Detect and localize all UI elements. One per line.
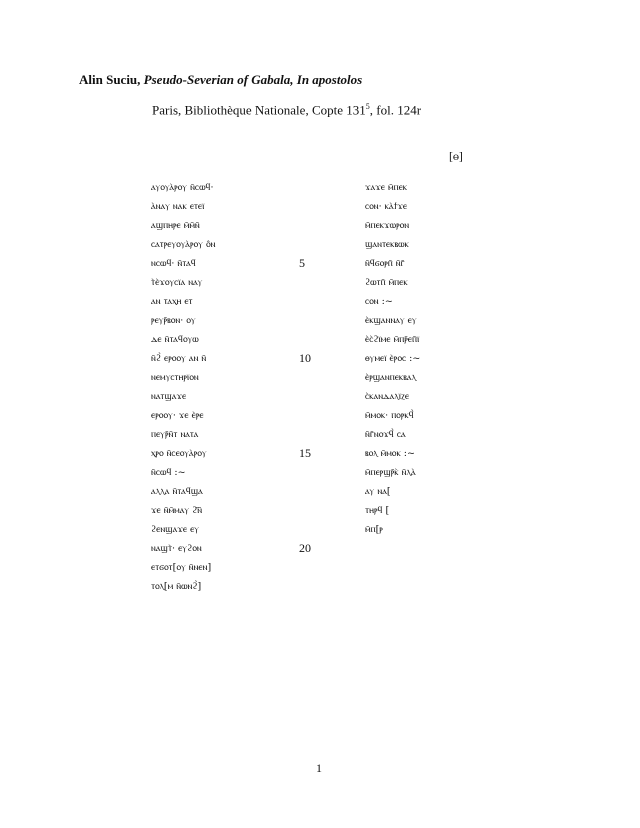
text-line: ⲥⲟⲛ· ⲕⲁ̀ϯϫⲉ	[365, 201, 408, 212]
text-line: ⲉ̀ⲕϣⲁⲛⲛⲁⲩ ⲉⲩ	[365, 315, 417, 326]
line-number: 15	[299, 446, 311, 460]
text-line: ϫⲉ ⲛ̄ⲙ̄ⲙⲁⲩ ϩ̄ⲛ̄	[151, 505, 203, 516]
text-line: ⲛⲁϣⲧ̀· ⲉⲩϩⲟⲛ	[151, 543, 202, 554]
text-line: ⲛ̄ϩ̀ ⲉⲣⲟⲟⲩ ⲁⲛ ⲛ̄	[151, 353, 207, 364]
text-line: ⲁⲩ ⲛⲁ[	[365, 486, 391, 497]
text-line: ⲥ̀ⲕⲁⲛⲇⲁⲗⲓ̈ⲍⲉ	[365, 391, 410, 402]
text-line: ⲉⲧϭⲟⲧ[ⲟⲩ ⲛ̄ⲛⲉⲛ]	[151, 562, 212, 573]
text-line: ⲑⲩⲙⲉⲓ̈ ⲉ̀ⲣⲟⲥ :~	[365, 353, 421, 364]
header	[79, 72, 362, 88]
line-number: 5	[299, 256, 305, 270]
text-line: ⲁⲩⲟⲩⲁ̀ⲣⲟⲩ ⲛ̄ⲥⲱϥ·	[151, 182, 214, 193]
text-line: ⲛⲥⲱϥ· ⲛ̄ⲧⲁϥ	[151, 258, 196, 269]
text-line: ⲛ̄ⲥⲱϥ :~	[151, 467, 186, 478]
line-number: 10	[299, 351, 311, 365]
folio-label: [ⲑ]	[449, 149, 463, 163]
text-line: ⲙ̄ⲡⲉⲕϫⲱⲣⲟⲛ	[365, 220, 410, 231]
line-number: 20	[299, 541, 311, 555]
text-line: ϩⲉⲛϣⲁϫⲉ ⲉⲩ	[151, 524, 200, 535]
text-line: ⲛ̄ϥϭⲟⲣⲡ̄ ⲛ̄ⲅ̄	[365, 258, 405, 269]
text-line: ⲙ̄ⲡⲉⲣϣⲣ̄ⲕ̀ ⲛ̄ⲗⲁ̀	[365, 467, 416, 478]
source-superscript: 5	[365, 102, 370, 111]
manuscript-source	[152, 102, 421, 118]
text-line: ⲣⲉⲩⲣ̄ⲃⲟⲛ· ⲟⲩ	[151, 315, 196, 326]
text-line: ⲇⲉ ⲛ̄ⲧⲁϥⲟⲩⲱ	[151, 334, 199, 345]
text-line: ⲉ̀ⲥ̀ϩⲓ̈ⲙⲉ ⲙ̄ⲡⲣ̄ⲉⲡ̄ⲓ̈	[365, 334, 420, 345]
text-line: ⲁⲛ ⲧⲁⲭⲏ ⲉⲧ	[151, 296, 193, 307]
text-line: ⲧ̀ⲉ̀ϫⲟⲩⲥⲓ̈ⲁ ⲛⲁⲩ	[151, 277, 203, 288]
text-line: ϩⲱⲧⲡ̄ ⲙ̄ⲡⲉⲕ	[365, 277, 408, 288]
text-line: ⲃⲟⲗ ⲙ̄ⲙⲟⲕ :~	[365, 448, 415, 459]
text-line: ⲧⲟⲗ[ⲙ ⲛ̄ⲱⲛϩ̀]	[151, 581, 202, 592]
text-line: ϫⲁϫⲉ ⲙ̄ⲡⲉⲕ	[365, 182, 408, 193]
right-text-column	[365, 178, 420, 539]
source-text: Paris, Bibliothèque Nationale, Copte 131	[152, 102, 366, 118]
text-line: ⲛ̄ⲅ̄ⲛⲟϫϥ̀ ⲥⲁ	[365, 429, 406, 440]
text-line: ⲥⲁⲧⲣⲉⲩⲟⲩⲁ̀ⲣⲟⲩ ⲟ̂ⲛ	[151, 239, 216, 250]
text-line: ⲙ̄ⲙⲟⲕ· ⲡⲟⲣⲕϥ̀	[365, 410, 414, 421]
author-name: Alin Suciu,	[79, 72, 141, 87]
text-line: ⲁ̀ⲛⲁⲩ ⲛⲁⲕ ⲉⲧⲉⲓ̈	[151, 201, 205, 212]
work-title: Pseudo-Severian of Gabala, In apostolos	[143, 72, 363, 87]
text-line: ⲭⲣⲟ ⲛ̄ⲥⲉⲟⲩⲁ̀ⲣⲟⲩ	[151, 448, 207, 459]
source-folio: , fol. 124r	[369, 102, 422, 118]
text-line: ⲁϣⲡⲏⲣⲉ ⲙ̄ⲙ̄ⲛ̄	[151, 220, 200, 231]
text-line: ⲛⲁⲧϣⲁϫⲉ	[151, 391, 187, 402]
text-line: ⲧⲏⲣϥ [	[365, 505, 390, 516]
text-line: ⲁⲗⲗⲁ ⲛ̄ⲧⲁϥϣⲁ	[151, 486, 203, 497]
left-text-column	[151, 178, 215, 596]
text-line: ϣⲁⲛⲧⲉⲕⲃⲱⲕ	[365, 239, 409, 250]
text-line: ⲛⲉⲙⲩⲥⲧⲏⲣⲓ̈ⲟⲛ	[151, 372, 199, 383]
text-line: ⲉⲣⲟⲟⲩ· ϫⲉ ⲉ̀ⲣⲉ	[151, 410, 204, 421]
text-line: ⲥⲟⲛ :~	[365, 296, 393, 307]
page-number: 1	[316, 761, 322, 775]
text-line: ⲡⲉⲩⲣ̄ⲛ̄ⲧ ⲛⲁⲧⲁ	[151, 429, 199, 440]
text-line: ⲉ̀ⲣϣⲁⲛⲡⲉⲕⲃⲁⲗ	[365, 372, 417, 383]
text-line: ⲙ̄ⲡ[ⲣ	[365, 524, 383, 535]
